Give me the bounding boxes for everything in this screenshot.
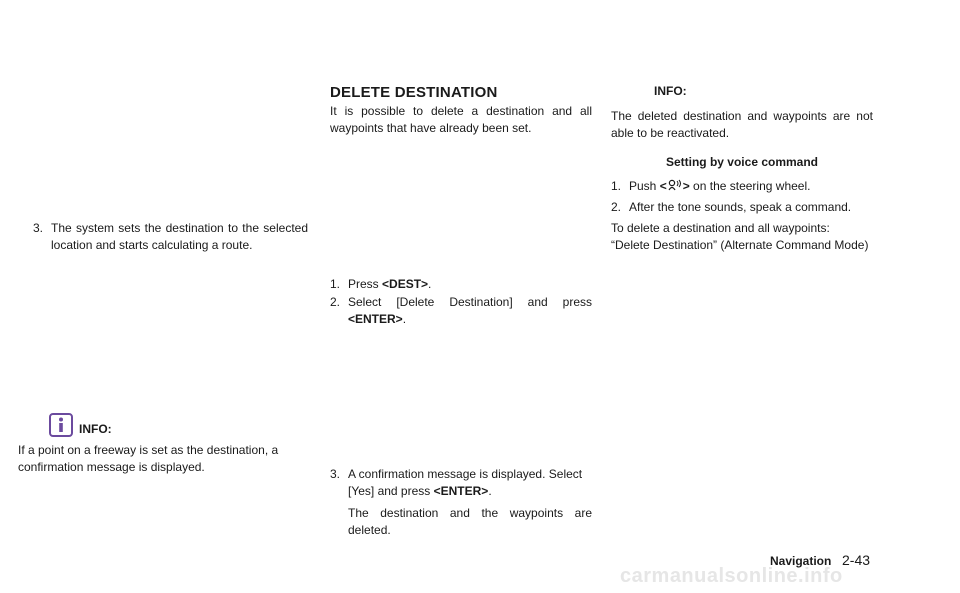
step-number: 2. [611,200,622,214]
info-icon [49,413,73,437]
section-heading: DELETE DESTINATION [330,84,498,101]
step-number: 3. [33,221,44,235]
watermark: carmanualsonline.info [620,565,843,587]
step-number: 1. [330,277,341,291]
info-text: The deleted destination and waypoints are not able to be reactivated. [611,109,873,140]
enter-key: <ENTER> [433,484,489,498]
enter-key: <ENTER> [348,312,403,326]
info-title: INFO: [79,422,112,436]
key-open: < [659,179,667,193]
step-text: Push [629,179,660,193]
key-close: > [682,179,690,193]
step-text: A confirmation message is displayed. Select [Yes] and press [348,467,583,498]
info-title: INFO: [654,84,687,98]
intro-text: It is possible to delete a destination and all waypoints that have already been set. [330,104,592,135]
step-text: The system sets the destination to the selected location and starts calculating a route. [51,221,308,252]
punctuation: . [428,277,432,291]
middle-step-2 [330,294,592,328]
punctuation: . [402,312,407,326]
dest-key: <DEST> [382,277,429,291]
paragraph: To delete a destination and all waypoints: [611,221,830,235]
step-number: 3. [330,467,341,481]
right-step-2 [611,199,873,216]
info-text: If a point on a freeway is set as the destination, a confirmation message is displayed. [18,443,279,474]
footer-section: Navigation [770,554,832,568]
step-text: Select [Delete Destination] and press [348,295,592,309]
page-number: 2-43 [842,552,871,568]
step-text: Press [348,277,383,291]
right-step-1 [611,178,873,195]
step-number: 1. [611,179,622,193]
talk-icon [667,179,683,191]
step-text-suffix: on the steering wheel. [689,179,811,193]
step-number: 2. [330,295,341,309]
step-text: After the tone sounds, speak a command. [629,200,852,214]
punctuation: . [488,484,492,498]
middle-step-1 [330,276,592,293]
left-step-3 [33,220,308,254]
middle-step-3 [330,466,592,539]
voice-heading: Setting by voice command [665,155,819,169]
voice-command: “Delete Destination” (Alternate Command Mode) [611,238,869,252]
step-followup: The destination and the waypoints are deleted. [348,506,592,537]
